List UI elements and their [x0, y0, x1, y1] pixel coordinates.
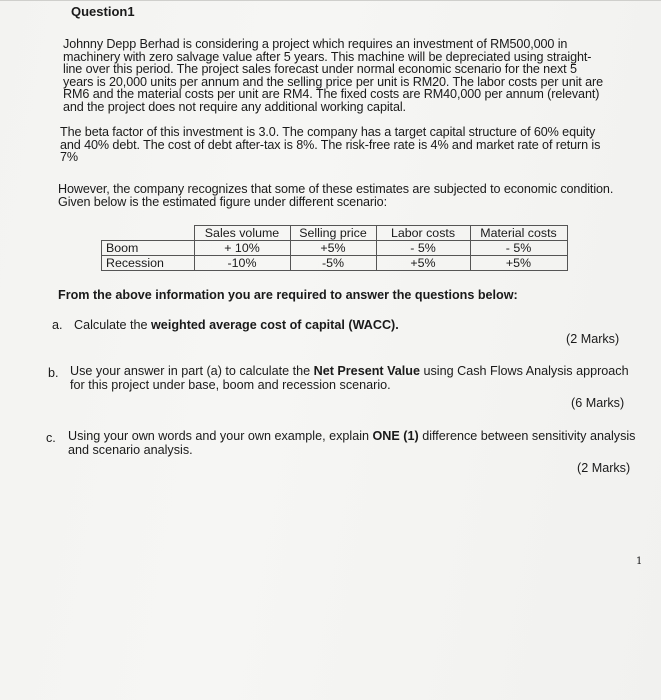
row-label-boom: Boom: [102, 241, 195, 256]
paragraph-scenario-intro: However, the company recognizes that some of these estimates are subjected to economic condition. Given below is the estimated figure under different scenario:: [58, 182, 614, 209]
question-a-text: [74, 318, 594, 332]
question-b-letter: b.: [48, 366, 59, 380]
boom-material-costs: - 5%: [470, 241, 567, 256]
page-number: 1: [636, 556, 643, 567]
table-row-recession: [102, 256, 568, 271]
question-b-text-tail: using Cash Flows Analysis approach for this project under base, boom and recession scenario.: [70, 364, 629, 392]
header-selling-price: Selling price: [290, 226, 376, 241]
question-c-letter: c.: [46, 431, 56, 445]
recession-selling-price: -5%: [290, 256, 376, 271]
question-a-text-plain: Calculate the: [74, 318, 152, 332]
paragraph-capital-structure: The beta factor of this investment is 3.0. The company has a target capital structure of 60% equity and 40% debt. The cost of debt after-tax is 8%. The risk-free rate is 4% and market rate of return is 7%: [60, 125, 601, 165]
instruction-text: From the above information you are required to answer the questions below:: [58, 288, 518, 302]
question-c-text-plain: Using your own words and your own example, explain: [68, 429, 373, 443]
header-material-costs: Material costs: [470, 226, 567, 241]
question-c-text-bold: ONE (1): [372, 429, 419, 443]
paragraph-project-description: Johnny Depp Berhad is considering a project which requires an investment of RM500,000 in machinery with zero salvage value after 5 years. This machine will be depreciated using straight-line over this period. The project sales forecast under normal economic scenario for the next 5 years is 20,000 units per annum and the selling price per unit is RM20. The labor costs per unit are RM6 and the material costs per unit are RM4. The fixed costs are RM40,000 per annum (relevant) and the project does not require any additional working capital.: [63, 37, 603, 114]
question-b-text-bold: Net Present Value: [313, 364, 420, 378]
boom-labor-costs: - 5%: [376, 241, 470, 256]
boom-sales-volume: + 10%: [194, 241, 290, 256]
question-a-text-bold: weighted average cost of capital (WACC).: [151, 318, 399, 332]
row-label-recession: Recession: [102, 256, 195, 271]
question-c-text-tail: difference between sensitivity analysis and scenario analysis.: [68, 429, 636, 457]
recession-material-costs: +5%: [470, 256, 567, 271]
table-row-boom: [102, 241, 568, 256]
recession-sales-volume: -10%: [194, 256, 290, 271]
table-corner-cell: [102, 226, 195, 241]
recession-labor-costs: +5%: [376, 256, 470, 271]
question-c-marks: (2 Marks): [577, 461, 631, 475]
question-b-text: [70, 364, 635, 392]
top-rule: [0, 0, 661, 1]
scenario-table: [101, 225, 568, 271]
question-title: Question1: [71, 4, 135, 19]
question-a-marks: (2 Marks): [566, 332, 620, 346]
header-labor-costs: Labor costs: [376, 226, 470, 241]
question-c-text: [68, 429, 638, 457]
question-b-text-plain: Use your answer in part (a) to calculate the: [70, 364, 314, 378]
table-header-row: [102, 226, 568, 241]
question-b-marks: (6 Marks): [571, 396, 625, 410]
boom-selling-price: +5%: [290, 241, 376, 256]
question-a-letter: a.: [52, 318, 63, 332]
header-sales-volume: Sales volume: [194, 226, 290, 241]
